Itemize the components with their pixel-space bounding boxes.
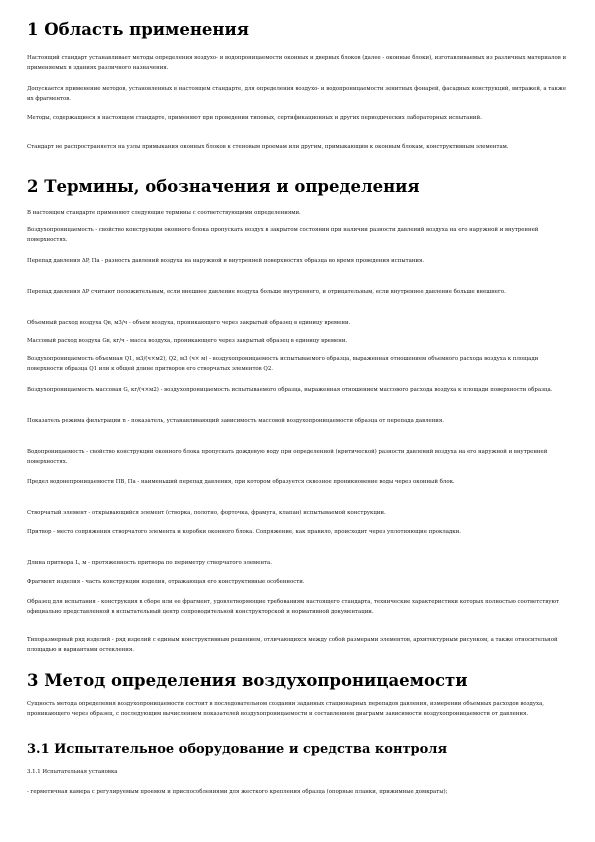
paragraph: Воздухопроницаемость объемная Q1, м3/(ч×м2), Q2, м3 (ч× м) - воздухопроницаемость испытываемого образца, выраженная отношением объемного расхода воздуха к площади поверхности образца Q1 или к общей длине притворов его створчатых элементов Q2. bbox=[27, 356, 539, 372]
paragraph: Перепад давления ΔP, Па - разность давлений воздуха на наружной и внутренней поверхностях образца во время проведения испытания. bbox=[27, 258, 425, 264]
subsection-3-1-heading: 3.1 Испытательное оборудование и средства контроля bbox=[27, 742, 448, 757]
section-1-heading: 1 Область применения bbox=[27, 20, 249, 39]
paragraph: Перепад давления ΔP считают положительным, если внешнее давление воздуха больше внутреннего, и отрицательным, если внутреннее давление больше внешнего. bbox=[27, 289, 506, 295]
paragraph: - герметичная камера с регулируемым проемом и приспособлениями для жесткого крепления образца (опорные планки, прижимные домкраты); bbox=[27, 789, 448, 795]
paragraph: Типоразмерный ряд изделий - ряд изделий с единым конструктивным решением, отличающихся между собой размерами элементов, архитектурным рисунком, а также относительной площадью и вариантами остекления. bbox=[27, 637, 558, 653]
paragraph: Фрагмент изделия - часть конструкции изделия, отражающая его конструктивные особенности. bbox=[27, 579, 305, 585]
paragraph: Длина притвора L, м - протяженность притвора по периметру створчатого элемента. bbox=[27, 560, 272, 566]
paragraph: Показатель режима фильтрации n - показатель, устанавливающий зависимость массовой воздухопроницаемости образца от перепада давления. bbox=[27, 418, 445, 424]
paragraph: Предел водонепроницаемости ПВ, Па - наименьший перепад давления, при котором образуется сквозное проникновение воды через оконный блок. bbox=[27, 479, 455, 485]
paragraph: Настоящий стандарт устанавливает методы определения воздухо- и водопроницаемости оконных и дверных блоков (далее - оконные блоки), изготавливаемых из различных материалов и применяемых в зданиях различного назначения. bbox=[27, 55, 567, 71]
section-2-heading: 2 Термины, обозначения и определения bbox=[27, 177, 420, 196]
section-3-heading: 3 Метод определения воздухопроницаемости bbox=[27, 671, 468, 690]
paragraph: Притвор - место сопряжения створчатого элемента и коробки оконного блока. Сопряжение, как правило, происходит через уплотняющие прокладки. bbox=[27, 529, 461, 535]
paragraph: В настоящем стандарте применяют следующие термины с соответствующими определениями. bbox=[27, 210, 301, 216]
paragraph: Воздухопроницаемость - свойство конструкции оконного блока пропускать воздух в закрытом состоянии при наличии разности давлений воздуха на его наружной и внутренней поверхностях. bbox=[27, 227, 539, 243]
paragraph: Методы, содержащиеся в настоящем стандарте, применяют при проведении типовых, сертификационных и других периодических лабораторных испытаний. bbox=[27, 115, 482, 121]
paragraph: Стандарт не распространяется на узлы примыкания оконных блоков к стеновым проемам или другим, примыкающим к оконным блокам, конструктивным элементам. bbox=[27, 144, 509, 150]
paragraph: Допускается применение методов, установленных в настоящем стандарте, для определения воздухо- и водопроницаемости зенитных фонарей, фасадных конструкций, витражей, а также их фрагментов. bbox=[27, 86, 567, 102]
paragraph: Образец для испытания - конструкция в сборе или ее фрагмент, удовлетворяющие требованиям настоящего стандарта, технические характеристики которых полностью соответствуют официально представленной в испытательный центр сопроводительной конструкторской и нормативной документации. bbox=[27, 599, 560, 615]
paragraph: Створчатый элемент - открывающийся элемент (створка, полотно, форточка, фрамуга, клапан) испытываемой конструкции. bbox=[27, 510, 386, 516]
paragraph: Водопроницаемость - свойство конструкции оконного блока пропускать дождевую воду при определенной (критической) разности давлений воздуха на его наружной и внутренней поверхностях. bbox=[27, 449, 548, 465]
paragraph: Массовый расход воздуха Gв, кг/ч - масса воздуха, проникающего через закрытый образец в единицу времени. bbox=[27, 338, 348, 344]
paragraph: 3.1.1 Испытательная установка bbox=[27, 769, 118, 775]
paragraph: Воздухопроницаемость массовая G, кг/(ч×м2) - воздухопроницаемость испытываемого образца, выраженная отношением массового расхода воздуха к площади поверхности образца. bbox=[27, 387, 553, 393]
paragraph: Объемный расход воздуха Qв, м3/ч - объем воздуха, проникающего через закрытый образец в единицу времени. bbox=[27, 320, 351, 326]
paragraph: Сущность метода определения воздухопроницаемости состоит в последовательном создании заданных стационарных перепадов давления, измерении объемных расходов воздуха, проникающего через образец, с последующим вычислением показателей воздухопроницаемости и составлением диаграмм зависимости воздухопроницаемости от давления. bbox=[27, 701, 545, 717]
